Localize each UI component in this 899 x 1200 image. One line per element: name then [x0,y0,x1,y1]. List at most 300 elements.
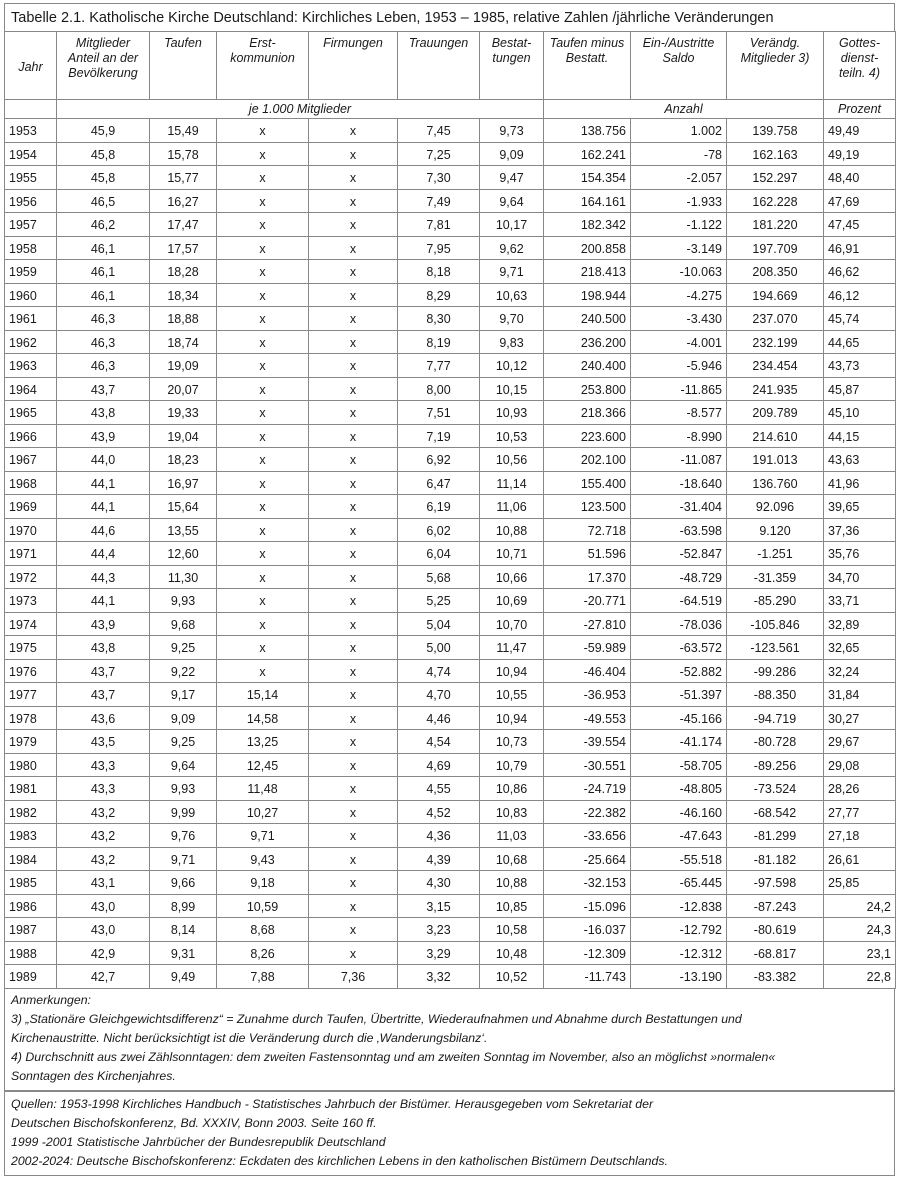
table-row [5,636,896,660]
cell-erstkommunion: 15,14 [217,683,309,707]
cell-erstkommunion: x [217,330,309,354]
cell-gottesdienst: 27,18 [824,824,896,848]
cell-trauungen: 7,30 [398,166,480,190]
cell-gottesdienst: 43,63 [824,448,896,472]
table-row [5,965,896,989]
cell-mitglieder-anteil: 43,6 [57,706,150,730]
cell-jahr: 1955 [5,166,57,190]
cell-taufen-minus: 123.500 [544,495,631,519]
cell-trauungen: 8,30 [398,307,480,331]
table-row [5,518,896,542]
cell-ein-austritte: -8.990 [631,424,727,448]
cell-taufen: 9,49 [150,965,217,989]
cell-firmungen: x [309,236,398,260]
cell-mitglieder-anteil: 45,8 [57,166,150,190]
cell-bestattungen: 9,83 [480,330,544,354]
cell-veraendg: 181.220 [727,213,824,237]
cell-taufen-minus: 240.500 [544,307,631,331]
cell-firmungen: x [309,142,398,166]
cell-veraendg: -81.299 [727,824,824,848]
cell-taufen: 11,30 [150,565,217,589]
cell-taufen: 9,71 [150,847,217,871]
cell-erstkommunion: x [217,142,309,166]
cell-ein-austritte: -10.063 [631,260,727,284]
cell-mitglieder-anteil: 44,1 [57,589,150,613]
cell-jahr: 1984 [5,847,57,871]
cell-erstkommunion: 8,68 [217,918,309,942]
cell-veraendg: 162.228 [727,189,824,213]
table-row [5,894,896,918]
cell-mitglieder-anteil: 44,4 [57,542,150,566]
cell-erstkommunion: x [217,213,309,237]
note-line: 4) Durchschnitt aus zwei Zählsonntagen: dem zweiten Fastensonntag und am zweiten Sonntag im November, also an möglichst »normalen« [11,1050,776,1064]
cell-ein-austritte: -78 [631,142,727,166]
cell-firmungen: x [309,401,398,425]
cell-veraendg: 136.760 [727,471,824,495]
cell-gottesdienst: 49,19 [824,142,896,166]
cell-jahr: 1975 [5,636,57,660]
cell-erstkommunion: 9,18 [217,871,309,895]
table-row [5,659,896,683]
cell-taufen-minus: -39.554 [544,730,631,754]
table-row [5,871,896,895]
cell-erstkommunion: x [217,495,309,519]
cell-ein-austritte: -64.519 [631,589,727,613]
cell-veraendg: 237.070 [727,307,824,331]
cell-veraendg: 194.669 [727,283,824,307]
cell-taufen: 9,22 [150,659,217,683]
cell-veraendg: -105.846 [727,612,824,636]
cell-taufen: 18,74 [150,330,217,354]
cell-ein-austritte: -51.397 [631,683,727,707]
note-line: 3) „Stationäre Gleichgewichtsdifferenz“ = Zunahme durch Taufen, Übertritte, Wiederaufnahmen und Abnahme durch Bestattungen und [11,1012,742,1026]
cell-trauungen: 6,47 [398,471,480,495]
cell-bestattungen: 10,58 [480,918,544,942]
table-row [5,260,896,284]
cell-taufen: 15,49 [150,119,217,143]
cell-bestattungen: 10,85 [480,894,544,918]
cell-ein-austritte: -31.404 [631,495,727,519]
cell-trauungen: 8,29 [398,283,480,307]
unit-row [5,100,896,119]
unit-je-1000: je 1.000 Mitglieder [57,100,544,119]
cell-jahr: 1974 [5,612,57,636]
cell-bestattungen: 10,73 [480,730,544,754]
cell-veraendg: -31.359 [727,565,824,589]
table-row [5,683,896,707]
cell-mitglieder-anteil: 43,7 [57,377,150,401]
cell-veraendg: -123.561 [727,636,824,660]
table-row [5,307,896,331]
cell-trauungen: 4,46 [398,706,480,730]
cell-jahr: 1986 [5,894,57,918]
cell-ein-austritte: -58.705 [631,753,727,777]
cell-veraendg: -99.286 [727,659,824,683]
cell-bestattungen: 10,79 [480,753,544,777]
cell-gottesdienst: 27,77 [824,800,896,824]
cell-gottesdienst: 34,70 [824,565,896,589]
cell-jahr: 1956 [5,189,57,213]
cell-taufen-minus: -59.989 [544,636,631,660]
cell-erstkommunion: 13,25 [217,730,309,754]
cell-gottesdienst: 37,36 [824,518,896,542]
cell-firmungen: x [309,800,398,824]
cell-veraendg: -1.251 [727,542,824,566]
table-row [5,565,896,589]
cell-taufen-minus: 218.413 [544,260,631,284]
cell-ein-austritte: -11.087 [631,448,727,472]
cell-ein-austritte: -12.838 [631,894,727,918]
cell-taufen-minus: 155.400 [544,471,631,495]
cell-taufen-minus: -20.771 [544,589,631,613]
cell-veraendg: -80.619 [727,918,824,942]
cell-taufen: 12,60 [150,542,217,566]
cell-firmungen: x [309,424,398,448]
table-body [5,119,896,989]
cell-ein-austritte: -52.882 [631,659,727,683]
table-row [5,495,896,519]
cell-erstkommunion: x [217,612,309,636]
cell-firmungen: x [309,471,398,495]
cell-ein-austritte: -8.577 [631,401,727,425]
cell-jahr: 1966 [5,424,57,448]
cell-taufen: 9,99 [150,800,217,824]
cell-firmungen: x [309,894,398,918]
data-table [4,31,896,989]
cell-trauungen: 7,45 [398,119,480,143]
cell-veraendg: -73.524 [727,777,824,801]
cell-taufen: 9,68 [150,612,217,636]
cell-taufen: 9,76 [150,824,217,848]
cell-jahr: 1963 [5,354,57,378]
cell-gottesdienst: 43,73 [824,354,896,378]
cell-mitglieder-anteil: 45,9 [57,119,150,143]
cell-gottesdienst: 32,24 [824,659,896,683]
cell-taufen: 9,31 [150,941,217,965]
cell-mitglieder-anteil: 43,9 [57,612,150,636]
cell-mitglieder-anteil: 43,1 [57,871,150,895]
cell-firmungen: x [309,495,398,519]
cell-firmungen: x [309,589,398,613]
cell-trauungen: 5,68 [398,565,480,589]
cell-trauungen: 4,36 [398,824,480,848]
cell-firmungen: x [309,659,398,683]
cell-veraendg: -88.350 [727,683,824,707]
cell-gottesdienst: 32,89 [824,612,896,636]
cell-veraendg: -85.290 [727,589,824,613]
cell-bestattungen: 10,66 [480,565,544,589]
cell-jahr: 1972 [5,565,57,589]
cell-ein-austritte: -13.190 [631,965,727,989]
cell-veraendg: 152.297 [727,166,824,190]
cell-gottesdienst: 48,40 [824,166,896,190]
cell-taufen: 9,17 [150,683,217,707]
cell-gottesdienst: 25,85 [824,871,896,895]
cell-mitglieder-anteil: 45,8 [57,142,150,166]
source-line: 1999 -2001 Statistische Jahrbücher der Bundesrepublik Deutschland [11,1135,386,1149]
unit-anzahl: Anzahl [544,100,824,119]
cell-erstkommunion: x [217,236,309,260]
cell-gottesdienst: 44,65 [824,330,896,354]
table-row [5,377,896,401]
cell-taufen: 8,99 [150,894,217,918]
cell-bestattungen: 10,68 [480,847,544,871]
cell-mitglieder-anteil: 43,5 [57,730,150,754]
cell-bestattungen: 9,71 [480,260,544,284]
cell-jahr: 1957 [5,213,57,237]
cell-erstkommunion: x [217,260,309,284]
cell-bestattungen: 10,88 [480,518,544,542]
cell-firmungen: x [309,330,398,354]
cell-jahr: 1958 [5,236,57,260]
cell-bestattungen: 10,52 [480,965,544,989]
cell-veraendg: 191.013 [727,448,824,472]
cell-erstkommunion: x [217,166,309,190]
cell-veraendg: -83.382 [727,965,824,989]
cell-jahr: 1967 [5,448,57,472]
table-title: Tabelle 2.1. Katholische Kirche Deutschland: Kirchliches Leben, 1953 – 1985, relative Zahlen /jährliche Veränderungen [4,3,895,31]
cell-firmungen: x [309,847,398,871]
notes-heading: Anmerkungen: [11,993,91,1007]
cell-trauungen: 7,49 [398,189,480,213]
cell-gottesdienst: 49,49 [824,119,896,143]
cell-taufen: 19,09 [150,354,217,378]
cell-bestattungen: 10,56 [480,448,544,472]
cell-firmungen: x [309,307,398,331]
cell-erstkommunion: x [217,448,309,472]
cell-gottesdienst: 46,62 [824,260,896,284]
cell-erstkommunion: 14,58 [217,706,309,730]
cell-trauungen: 8,19 [398,330,480,354]
table-row [5,612,896,636]
cell-bestattungen: 9,62 [480,236,544,260]
cell-gottesdienst: 31,84 [824,683,896,707]
table-row [5,119,896,143]
cell-mitglieder-anteil: 43,8 [57,636,150,660]
cell-ein-austritte: -41.174 [631,730,727,754]
cell-erstkommunion: 12,45 [217,753,309,777]
cell-veraendg: -87.243 [727,894,824,918]
cell-bestattungen: 10,69 [480,589,544,613]
cell-gottesdienst: 32,65 [824,636,896,660]
cell-trauungen: 3,23 [398,918,480,942]
note-line: Kirchenaustritte. Nicht berücksichtigt ist die Veränderung durch die ‚Wanderungsbilanz‘. [11,1031,488,1045]
cell-mitglieder-anteil: 43,2 [57,824,150,848]
cell-taufen: 17,57 [150,236,217,260]
cell-taufen-minus: 154.354 [544,166,631,190]
cell-taufen: 16,27 [150,189,217,213]
table-row [5,800,896,824]
cell-bestattungen: 10,53 [480,424,544,448]
cell-firmungen: x [309,260,398,284]
cell-trauungen: 3,29 [398,941,480,965]
cell-taufen: 19,33 [150,401,217,425]
cell-firmungen: x [309,213,398,237]
cell-mitglieder-anteil: 46,3 [57,330,150,354]
cell-jahr: 1976 [5,659,57,683]
cell-trauungen: 3,32 [398,965,480,989]
cell-veraendg: -94.719 [727,706,824,730]
col-header-firmungen: Firmungen [309,32,398,100]
cell-jahr: 1953 [5,119,57,143]
cell-trauungen: 7,19 [398,424,480,448]
cell-gottesdienst: 29,08 [824,753,896,777]
cell-trauungen: 6,19 [398,495,480,519]
cell-erstkommunion: x [217,283,309,307]
cell-firmungen: x [309,119,398,143]
cell-bestattungen: 9,73 [480,119,544,143]
cell-ein-austritte: -4.275 [631,283,727,307]
cell-trauungen: 6,04 [398,542,480,566]
cell-jahr: 1978 [5,706,57,730]
cell-taufen: 18,28 [150,260,217,284]
cell-mitglieder-anteil: 46,2 [57,213,150,237]
cell-trauungen: 7,81 [398,213,480,237]
cell-taufen: 18,88 [150,307,217,331]
cell-firmungen: x [309,542,398,566]
cell-taufen: 9,66 [150,871,217,895]
cell-bestattungen: 10,17 [480,213,544,237]
cell-taufen-minus: 164.161 [544,189,631,213]
cell-mitglieder-anteil: 43,0 [57,894,150,918]
cell-taufen-minus: 72.718 [544,518,631,542]
cell-trauungen: 3,15 [398,894,480,918]
cell-taufen: 18,23 [150,448,217,472]
cell-veraendg: 234.454 [727,354,824,378]
cell-trauungen: 7,95 [398,236,480,260]
cell-trauungen: 5,25 [398,589,480,613]
col-header-veraendg: Verändg. Mitglieder 3) [727,32,824,100]
cell-taufen: 17,47 [150,213,217,237]
source-line: Quellen: 1953-1998 Kirchliches Handbuch - Statistisches Jahrbuch der Bistümer. Herausgegeben vom Sekretariat der [11,1097,654,1111]
cell-ein-austritte: -63.598 [631,518,727,542]
cell-firmungen: x [309,753,398,777]
cell-mitglieder-anteil: 43,3 [57,753,150,777]
cell-erstkommunion: x [217,659,309,683]
cell-veraendg: 197.709 [727,236,824,260]
cell-jahr: 1962 [5,330,57,354]
cell-taufen-minus: 223.600 [544,424,631,448]
cell-ein-austritte: 1.002 [631,119,727,143]
table-row [5,706,896,730]
cell-veraendg: -68.542 [727,800,824,824]
cell-jahr: 1988 [5,941,57,965]
cell-trauungen: 4,54 [398,730,480,754]
cell-firmungen: x [309,283,398,307]
cell-bestattungen: 10,12 [480,354,544,378]
cell-erstkommunion: 9,43 [217,847,309,871]
cell-erstkommunion: x [217,354,309,378]
cell-gottesdienst: 28,26 [824,777,896,801]
cell-erstkommunion: 10,59 [217,894,309,918]
col-header-ein-austritte: Ein-/Austritte Saldo [631,32,727,100]
cell-trauungen: 5,04 [398,612,480,636]
cell-bestattungen: 9,70 [480,307,544,331]
table-row [5,471,896,495]
cell-veraendg: 209.789 [727,401,824,425]
cell-taufen-minus: -11.743 [544,965,631,989]
cell-ein-austritte: -78.036 [631,612,727,636]
cell-jahr: 1960 [5,283,57,307]
cell-ein-austritte: -3.149 [631,236,727,260]
cell-erstkommunion: 11,48 [217,777,309,801]
cell-taufen-minus: -30.551 [544,753,631,777]
cell-bestattungen: 11,14 [480,471,544,495]
cell-firmungen: x [309,377,398,401]
cell-taufen-minus: 198.944 [544,283,631,307]
table-row [5,542,896,566]
cell-taufen-minus: -25.664 [544,847,631,871]
cell-jahr: 1965 [5,401,57,425]
cell-firmungen: 7,36 [309,965,398,989]
cell-ein-austritte: -3.430 [631,307,727,331]
cell-trauungen: 7,25 [398,142,480,166]
cell-trauungen: 7,51 [398,401,480,425]
cell-gottesdienst: 22,8 [824,965,896,989]
cell-ein-austritte: -48.805 [631,777,727,801]
table-row [5,730,896,754]
cell-trauungen: 5,00 [398,636,480,660]
cell-bestattungen: 9,47 [480,166,544,190]
cell-bestattungen: 10,70 [480,612,544,636]
cell-mitglieder-anteil: 42,7 [57,965,150,989]
cell-trauungen: 6,92 [398,448,480,472]
cell-mitglieder-anteil: 46,3 [57,307,150,331]
cell-gottesdienst: 46,91 [824,236,896,260]
cell-gottesdienst: 26,61 [824,847,896,871]
cell-firmungen: x [309,612,398,636]
cell-firmungen: x [309,918,398,942]
cell-trauungen: 7,77 [398,354,480,378]
cell-taufen: 9,25 [150,636,217,660]
cell-ein-austritte: -1.122 [631,213,727,237]
cell-gottesdienst: 29,67 [824,730,896,754]
cell-bestattungen: 10,83 [480,800,544,824]
cell-veraendg: -68.817 [727,941,824,965]
cell-firmungen: x [309,189,398,213]
cell-firmungen: x [309,683,398,707]
cell-firmungen: x [309,871,398,895]
source-line: Deutschen Bischofskonferenz, Bd. XXXIV, Bonn 2003. Seite 160 ff. [11,1116,377,1130]
cell-trauungen: 4,69 [398,753,480,777]
cell-gottesdienst: 46,12 [824,283,896,307]
cell-jahr: 1989 [5,965,57,989]
cell-gottesdienst: 41,96 [824,471,896,495]
cell-ein-austritte: -18.640 [631,471,727,495]
cell-trauungen: 4,70 [398,683,480,707]
cell-jahr: 1959 [5,260,57,284]
cell-firmungen: x [309,777,398,801]
cell-mitglieder-anteil: 46,5 [57,189,150,213]
cell-trauungen: 8,18 [398,260,480,284]
table-row [5,236,896,260]
cell-taufen-minus: -33.656 [544,824,631,848]
cell-taufen: 16,97 [150,471,217,495]
cell-ein-austritte: -2.057 [631,166,727,190]
cell-taufen-minus: -22.382 [544,800,631,824]
cell-ein-austritte: -45.166 [631,706,727,730]
cell-gottesdienst: 23,1 [824,941,896,965]
col-header-mitglieder-anteil: Mitglieder Anteil an der Bevölkerung [57,32,150,100]
cell-ein-austritte: -63.572 [631,636,727,660]
source-line: 2002-2024: Deutsche Bischofskonferenz: Eckdaten des kirchlichen Lebens in den katholischen Bistümern Deutschlands. [11,1154,668,1168]
cell-bestattungen: 10,93 [480,401,544,425]
cell-ein-austritte: -12.312 [631,941,727,965]
cell-taufen-minus: 138.756 [544,119,631,143]
cell-veraendg: 208.350 [727,260,824,284]
cell-ein-austritte: -47.643 [631,824,727,848]
cell-bestattungen: 9,09 [480,142,544,166]
